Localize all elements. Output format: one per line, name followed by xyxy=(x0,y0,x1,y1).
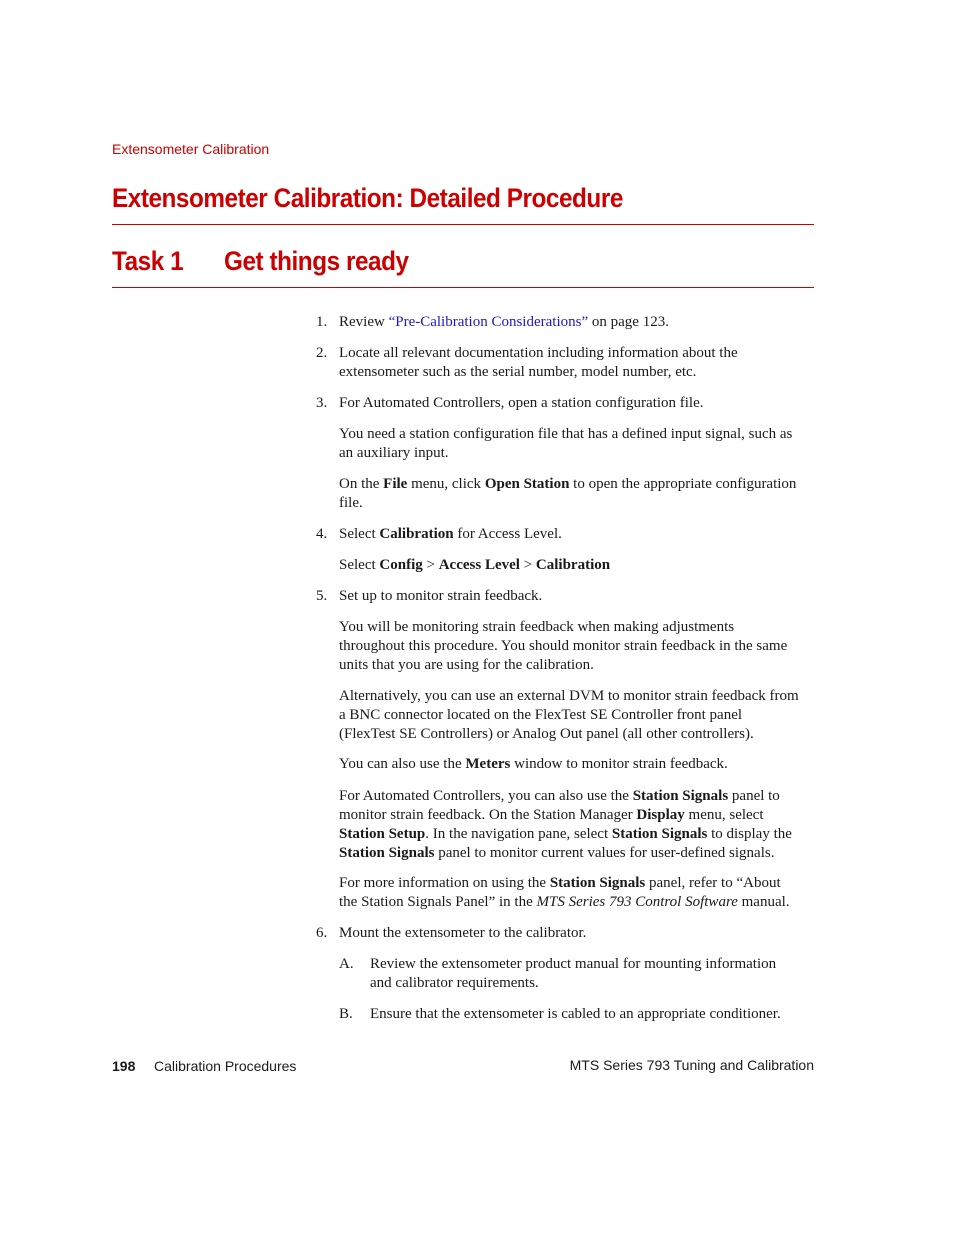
footer-book-title: MTS Series 793 Tuning and Calibration xyxy=(569,1057,814,1073)
step-6b-letter: B. xyxy=(339,1006,353,1022)
step-6b-text: Ensure that the extensometer is cabled to an appropriate conditioner. xyxy=(370,1006,781,1022)
section-rule xyxy=(112,224,814,225)
footer-chapter: Calibration Procedures xyxy=(154,1058,297,1074)
section-title: Extensometer Calibration: Detailed Procedure xyxy=(112,183,623,213)
page-number: 198 xyxy=(112,1058,136,1074)
step-4-number: 4. xyxy=(316,526,328,542)
step-3-note-2: On the File menu, click Open Station to open the appropriate configuration file. xyxy=(339,476,797,511)
step-4-text: Select Calibration for Access Level. xyxy=(339,526,562,542)
step-2-text: Locate all relevant documentation including information about the extensometer such as the serial number, model number, etc. xyxy=(339,345,738,380)
step-3-text: For Automated Controllers, open a station configuration file. xyxy=(339,395,704,411)
step-1-number: 1. xyxy=(316,314,328,330)
step-5-note-1: You will be monitoring strain feedback when making adjustments throughout this procedure. You should monitor strain feedback in the same units that you are using for the calibration. xyxy=(339,619,788,673)
step-5-note-5: For more information on using the Station Signals panel, refer to “About the Station Signals Panel” in the MTS Series 793 Control Software manual. xyxy=(339,875,790,910)
step-3-number: 3. xyxy=(316,395,328,411)
step-6a-text: Review the extensometer product manual for mounting information and calibrator requirements. xyxy=(370,956,777,991)
task-title: Get things ready xyxy=(224,246,409,276)
step-5-note-4: For Automated Controllers, you can also use the Station Signals panel to monitor strain feedback. On the Station Manager Display menu, select Station Setup. In the navigation pane, select Station Signals to display the Station Signals panel to monitor current values for user-defined signals. xyxy=(339,788,792,861)
step-2-number: 2. xyxy=(316,345,328,361)
pre-calibration-link[interactable]: “Pre-Calibration Considerations” xyxy=(388,314,589,330)
step-5-note-3: You can also use the Meters window to monitor strain feedback. xyxy=(339,756,728,772)
step-6-text: Mount the extensometer to the calibrator. xyxy=(339,925,587,941)
task-rule xyxy=(112,287,814,288)
step-6-number: 6. xyxy=(316,925,328,941)
step-1-text: Review “Pre-Calibration Considerations” on page 123. xyxy=(339,314,669,330)
step-6a-letter: A. xyxy=(339,956,354,972)
step-4-note: Select Config > Access Level > Calibration xyxy=(339,557,611,573)
task-label: Task 1 xyxy=(112,246,184,276)
step-5-text: Set up to monitor strain feedback. xyxy=(339,588,543,604)
step-3-note-1: You need a station configuration file that has a defined input signal, such as an auxiliary input. xyxy=(339,426,793,461)
running-head: Extensometer Calibration xyxy=(112,141,270,157)
step-5-number: 5. xyxy=(316,588,328,604)
step-5-note-2: Alternatively, you can use an external DVM to monitor strain feedback from a BNC connector located on the FlexTest SE Controller front panel (FlexTest SE Controllers) or Analog Out panel (all other controllers). xyxy=(339,688,799,742)
